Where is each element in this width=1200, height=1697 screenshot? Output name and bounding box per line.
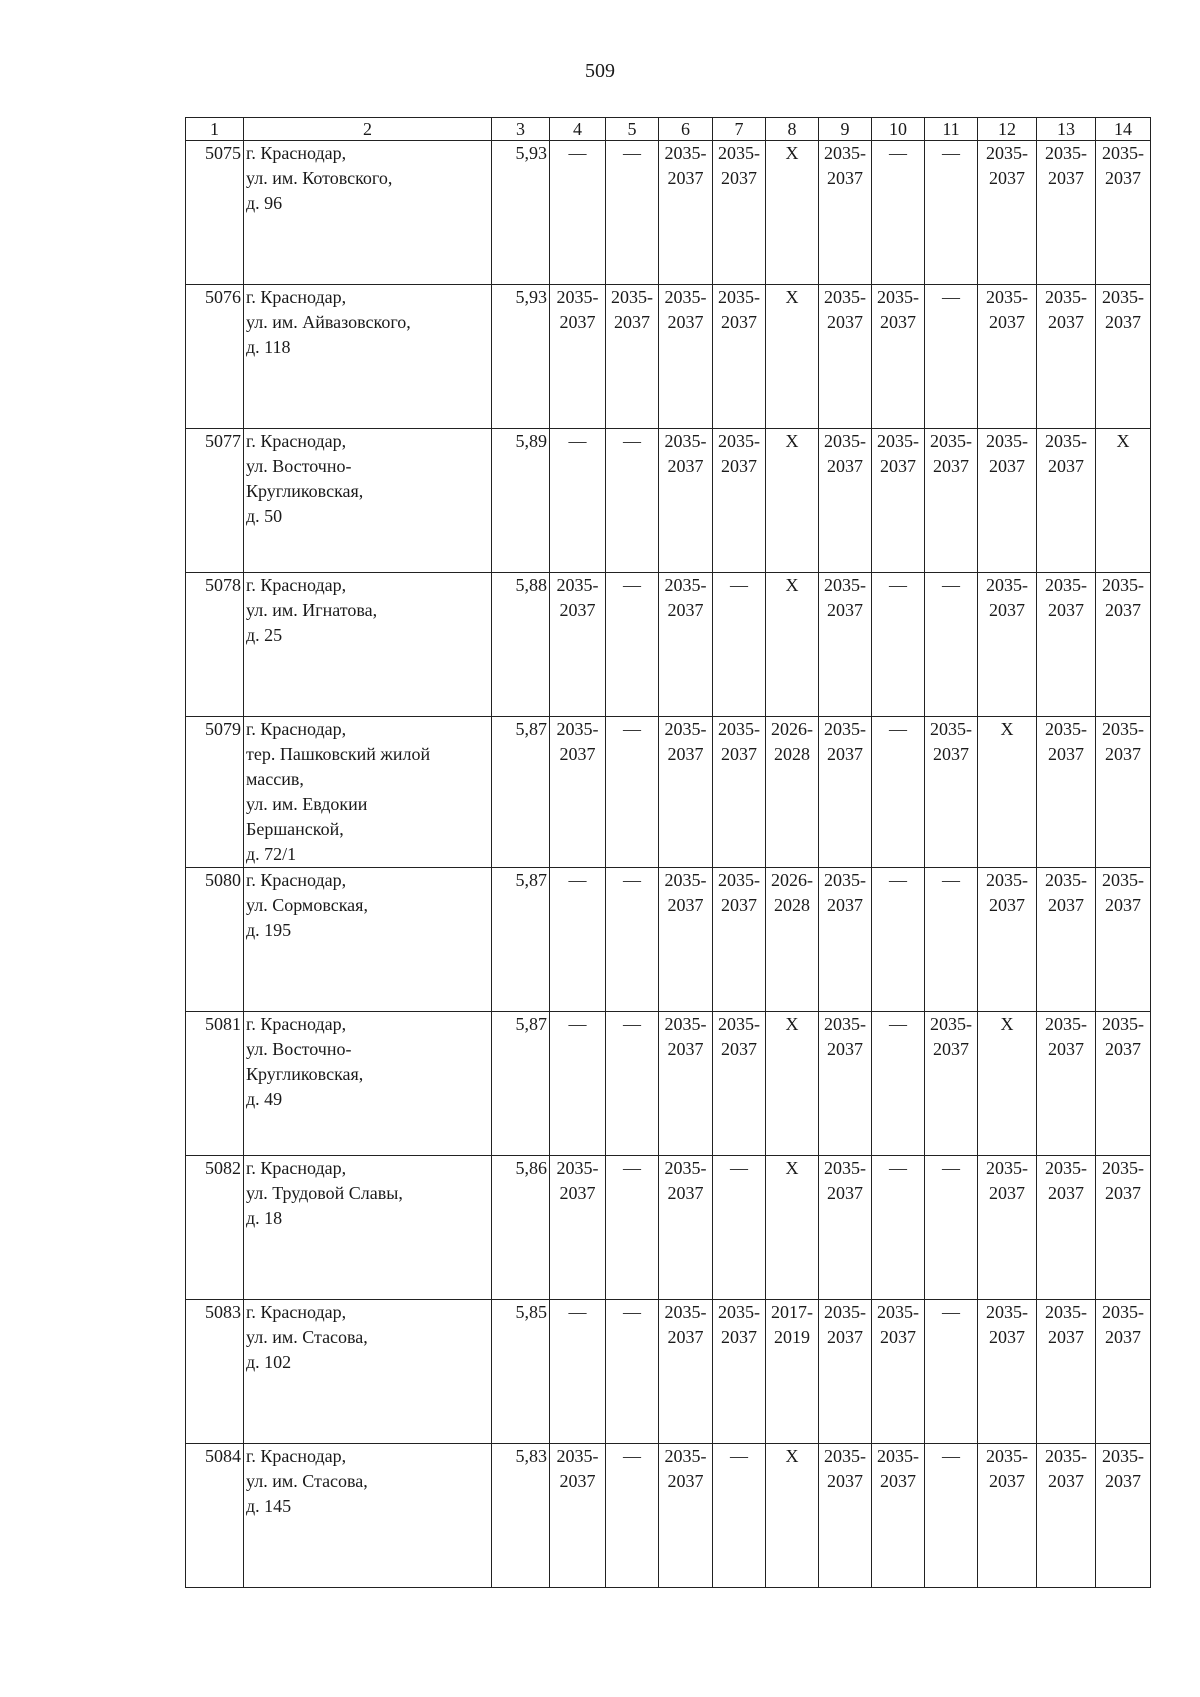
table-cell: 2035- 2037 (872, 1444, 925, 1588)
column-header: 4 (550, 118, 606, 141)
address-line: ул. им. Стасова, (246, 1327, 368, 1347)
table-cell: 2035- 2037 (713, 1300, 766, 1444)
address-line: д. 50 (246, 506, 283, 526)
table-cell: 2035- 2037 (713, 141, 766, 285)
table-cell: 2035- 2037 (713, 868, 766, 1012)
table-cell: 2035- 2037 (819, 1300, 872, 1444)
row-address (244, 868, 492, 1012)
table-cell: — (872, 141, 925, 285)
table-cell: 2035- 2037 (872, 429, 925, 573)
table-cell: 2035- 2037 (550, 1444, 606, 1588)
table-body (186, 141, 1151, 1588)
register-table (185, 117, 1151, 1588)
address-line: д. 195 (246, 920, 292, 940)
column-header: 14 (1096, 118, 1151, 141)
row-id: 5084 (186, 1444, 244, 1588)
table-cell: 2035- 2037 (978, 1300, 1037, 1444)
address-line: ул. им. Котовского, (246, 168, 393, 188)
address-line: ул. Сормовская, (246, 895, 368, 915)
table-cell: 2035- 2037 (1037, 429, 1096, 573)
table-cell: 2035- 2037 (1096, 1444, 1151, 1588)
column-header: 11 (925, 118, 978, 141)
table-cell: — (606, 1300, 659, 1444)
table-cell: 2035- 2037 (550, 1156, 606, 1300)
table-cell: X (978, 1012, 1037, 1156)
address-line: г. Краснодар, (246, 287, 347, 307)
table-cell: 2035- 2037 (1096, 1012, 1151, 1156)
table-row (186, 717, 1151, 868)
table-row (186, 141, 1151, 285)
address-line: ул. им. Евдокии (246, 794, 368, 814)
table-row (186, 285, 1151, 429)
address-line: массив, (246, 769, 304, 789)
address-line: д. 118 (246, 337, 291, 357)
table-row (186, 1156, 1151, 1300)
row-score: 5,87 (492, 1012, 550, 1156)
table-cell: — (606, 1444, 659, 1588)
row-score: 5,85 (492, 1300, 550, 1444)
column-header: 3 (492, 118, 550, 141)
row-address (244, 573, 492, 717)
row-address (244, 285, 492, 429)
table-cell: 2035- 2037 (659, 141, 713, 285)
row-address (244, 141, 492, 285)
table-row (186, 1012, 1151, 1156)
table-cell: 2035- 2037 (1037, 285, 1096, 429)
table-cell: 2035- 2037 (1096, 285, 1151, 429)
table-cell: 2035- 2037 (659, 429, 713, 573)
address-line: г. Краснодар, (246, 870, 347, 890)
table-cell: — (606, 717, 659, 868)
row-address (244, 1156, 492, 1300)
table-cell: 2035- 2037 (659, 1444, 713, 1588)
table-cell: 2035- 2037 (1037, 573, 1096, 717)
column-header: 1 (186, 118, 244, 141)
address-line: д. 49 (246, 1089, 283, 1109)
row-id: 5077 (186, 429, 244, 573)
table-cell: 2035- 2037 (819, 429, 872, 573)
table-cell: 2035- 2037 (659, 285, 713, 429)
table-cell: X (766, 1012, 819, 1156)
address-line: ул. Восточно- (246, 456, 352, 476)
row-address (244, 1444, 492, 1588)
table-row (186, 868, 1151, 1012)
table-cell: X (766, 429, 819, 573)
table-cell: 2035- 2037 (713, 1012, 766, 1156)
address-line: ул. Восточно- (246, 1039, 352, 1059)
address-line: д. 145 (246, 1496, 292, 1516)
table-cell: 2035- 2037 (1037, 1300, 1096, 1444)
table-cell: X (766, 573, 819, 717)
table-cell: 2035- 2037 (978, 1444, 1037, 1588)
table-cell: 2017- 2019 (766, 1300, 819, 1444)
column-header: 6 (659, 118, 713, 141)
address-line: ул. Трудовой Славы, (246, 1183, 403, 1203)
row-id: 5082 (186, 1156, 244, 1300)
address-line: г. Краснодар, (246, 1014, 347, 1034)
address-line: д. 102 (246, 1352, 292, 1372)
column-header: 5 (606, 118, 659, 141)
row-address (244, 1012, 492, 1156)
table-cell: 2035- 2037 (1096, 1156, 1151, 1300)
table-cell: — (872, 717, 925, 868)
table-cell: — (925, 573, 978, 717)
column-header: 7 (713, 118, 766, 141)
table-cell: 2035- 2037 (819, 717, 872, 868)
table-cell: 2035- 2037 (1096, 141, 1151, 285)
table-cell: 2026- 2028 (766, 868, 819, 1012)
table-cell: 2035- 2037 (1096, 868, 1151, 1012)
row-score: 5,88 (492, 573, 550, 717)
table-cell: X (766, 1444, 819, 1588)
table-row (186, 1300, 1151, 1444)
table-cell: 2035- 2037 (1096, 717, 1151, 868)
column-header: 8 (766, 118, 819, 141)
table-cell: 2035- 2037 (925, 429, 978, 573)
address-line: г. Краснодар, (246, 431, 347, 451)
table-cell: — (925, 868, 978, 1012)
table-cell: 2035- 2037 (819, 573, 872, 717)
table-row (186, 573, 1151, 717)
table-cell: 2035- 2037 (872, 285, 925, 429)
row-score: 5,87 (492, 868, 550, 1012)
table-cell: 2026- 2028 (766, 717, 819, 868)
table-cell: 2035- 2037 (1037, 1444, 1096, 1588)
column-header: 2 (244, 118, 492, 141)
table-cell: 2035- 2037 (819, 1444, 872, 1588)
row-id: 5076 (186, 285, 244, 429)
row-id: 5079 (186, 717, 244, 868)
column-header: 13 (1037, 118, 1096, 141)
page-number: 509 (585, 60, 615, 82)
address-line: г. Краснодар, (246, 1446, 347, 1466)
table-cell: 2035- 2037 (713, 717, 766, 868)
table-cell: X (766, 285, 819, 429)
table-cell: 2035- 2037 (819, 1156, 872, 1300)
table-cell: — (606, 429, 659, 573)
address-line: д. 18 (246, 1208, 283, 1228)
table-cell: 2035- 2037 (978, 1156, 1037, 1300)
table-cell: 2035- 2037 (713, 429, 766, 573)
table-cell: 2035- 2037 (659, 717, 713, 868)
table-cell: 2035- 2037 (1037, 717, 1096, 868)
table-cell: 2035- 2037 (1096, 1300, 1151, 1444)
header-row (186, 118, 1151, 141)
table-cell: — (606, 141, 659, 285)
table-cell: 2035- 2037 (1037, 868, 1096, 1012)
row-score: 5,89 (492, 429, 550, 573)
row-score: 5,86 (492, 1156, 550, 1300)
table-cell: 2035- 2037 (872, 1300, 925, 1444)
table-cell: 2035- 2037 (1037, 1156, 1096, 1300)
address-line: д. 96 (246, 193, 283, 213)
table-cell: — (550, 141, 606, 285)
table-cell: — (925, 1156, 978, 1300)
address-line: ул. им. Стасова, (246, 1471, 368, 1491)
table-cell: — (550, 868, 606, 1012)
table-cell: — (606, 1156, 659, 1300)
table-cell: 2035- 2037 (978, 285, 1037, 429)
table-cell: 2035- 2037 (978, 573, 1037, 717)
row-address (244, 1300, 492, 1444)
table-row (186, 429, 1151, 573)
table-cell: 2035- 2037 (819, 141, 872, 285)
table-cell: X (766, 1156, 819, 1300)
table-cell: — (550, 429, 606, 573)
table-cell: X (978, 717, 1037, 868)
table-cell: — (925, 285, 978, 429)
row-address (244, 429, 492, 573)
address-line: Кругликовская, (246, 481, 364, 501)
address-line: г. Краснодар, (246, 1158, 347, 1178)
address-line: г. Краснодар, (246, 719, 347, 739)
table-row (186, 1444, 1151, 1588)
row-score: 5,93 (492, 285, 550, 429)
address-line: ул. им. Игнатова, (246, 600, 378, 620)
table-cell: — (550, 1300, 606, 1444)
table-cell: 2035- 2037 (978, 868, 1037, 1012)
row-id: 5083 (186, 1300, 244, 1444)
table-cell: X (766, 141, 819, 285)
table-cell: — (606, 868, 659, 1012)
address-line: д. 72/1 (246, 844, 297, 864)
table-cell: — (713, 573, 766, 717)
table-cell: — (606, 573, 659, 717)
table-cell: 2035- 2037 (550, 717, 606, 868)
table-cell: — (925, 1444, 978, 1588)
row-id: 5075 (186, 141, 244, 285)
table-cell: 2035- 2037 (1037, 1012, 1096, 1156)
address-line: г. Краснодар, (246, 575, 347, 595)
row-score: 5,83 (492, 1444, 550, 1588)
address-line: г. Краснодар, (246, 1302, 347, 1322)
address-line: ул. им. Айвазовского, (246, 312, 411, 332)
table-cell: 2035- 2037 (659, 868, 713, 1012)
table-cell: — (872, 868, 925, 1012)
table-cell: 2035- 2037 (659, 1012, 713, 1156)
row-address (244, 717, 492, 868)
table-cell: 2035- 2037 (978, 141, 1037, 285)
table-cell: 2035- 2037 (925, 717, 978, 868)
address-line: тер. Пашковский жилой (246, 744, 431, 764)
row-score: 5,87 (492, 717, 550, 868)
table-cell: — (925, 141, 978, 285)
table-cell: — (713, 1156, 766, 1300)
table-cell: 2035- 2037 (659, 573, 713, 717)
table-cell: 2035- 2037 (606, 285, 659, 429)
address-line: Бершанской, (246, 819, 344, 839)
table-cell: 2035- 2037 (550, 285, 606, 429)
table-cell: 2035- 2037 (978, 429, 1037, 573)
table-cell: 2035- 2037 (819, 285, 872, 429)
table-cell: 2035- 2037 (659, 1156, 713, 1300)
row-score: 5,93 (492, 141, 550, 285)
table-cell: 2035- 2037 (819, 868, 872, 1012)
column-header: 9 (819, 118, 872, 141)
table-cell: 2035- 2037 (1037, 141, 1096, 285)
column-header: 10 (872, 118, 925, 141)
address-line: Кругликовская, (246, 1064, 364, 1084)
table-header (186, 118, 1151, 141)
table-cell: 2035- 2037 (925, 1012, 978, 1156)
row-id: 5078 (186, 573, 244, 717)
table-cell: — (872, 1012, 925, 1156)
row-id: 5081 (186, 1012, 244, 1156)
table-cell: 2035- 2037 (659, 1300, 713, 1444)
address-line: д. 25 (246, 625, 283, 645)
table-cell: X (1096, 429, 1151, 573)
table-cell: 2035- 2037 (713, 285, 766, 429)
table-cell: — (872, 1156, 925, 1300)
table-cell: — (713, 1444, 766, 1588)
column-header: 12 (978, 118, 1037, 141)
address-line: г. Краснодар, (246, 143, 347, 163)
table-cell: — (872, 573, 925, 717)
table-cell: 2035- 2037 (819, 1012, 872, 1156)
table-cell: — (550, 1012, 606, 1156)
table-cell: 2035- 2037 (1096, 573, 1151, 717)
table-cell: — (925, 1300, 978, 1444)
table-cell: 2035- 2037 (550, 573, 606, 717)
table-cell: — (606, 1012, 659, 1156)
row-id: 5080 (186, 868, 244, 1012)
